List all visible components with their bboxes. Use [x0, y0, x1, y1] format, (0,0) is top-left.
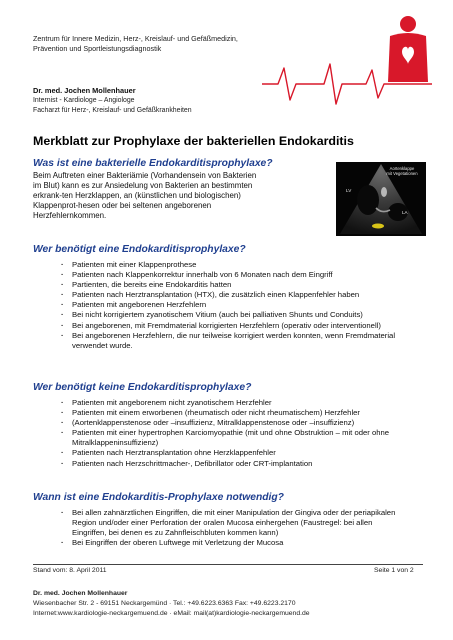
list-item: · Patienten mit einem erworbenen (rheumatisch oder nicht rheumatischem) Herzfehler: [60, 408, 400, 418]
list-item: · Bei nicht korrigiertem zyanotischem Vitium (auch bei palliativen Shunts und Conduits): [60, 310, 398, 320]
list-item: · Bei Eingriffen der oberen Luftwege mit Verletzung der Mucosa: [60, 538, 398, 548]
list-item: · Patienten nach Klappenkorrektur innerhalb von 6 Monaten nach dem Eingriff: [60, 270, 398, 280]
doctor-title-2: Facharzt für Herz-, Kreislauf- und Gefäßkrankheiten: [33, 106, 192, 114]
section-heading-who-not: Wer benötigt keine Endokarditisprophylaxe?: [33, 382, 252, 393]
paragraph-line: erkrank-ten Herzklappen, an (künstlichen und biologischen): [33, 191, 241, 200]
list-item: · Patienten mit einer hypertrophen Karciomyopathie (mit und ohne Obstruktion – mit oder ohne Mitralklappeninsuffizienz): [60, 428, 400, 448]
footer-page-number: Seite 1 von 2: [374, 567, 414, 574]
echocardiogram-image: [336, 162, 426, 236]
footer-date: Stand vom: 8. April 2011: [33, 567, 107, 574]
paragraph-line: Beim Auftreten einer Bakteriämie (Vorhandensein von Bakterien: [33, 171, 257, 180]
list-item: · Partienten, die bereits eine Endokarditis hatten: [60, 280, 398, 290]
list-when: [60, 508, 398, 548]
institution-line-1: Zentrum für Innere Medizin, Herz-, Kreislauf- und Gefäßmedizin,: [33, 34, 238, 43]
ecg-heart-logo-icon: [262, 12, 432, 110]
list-item: · Patienten nach Herztransplantation ohne Herzklappenfehler: [60, 448, 400, 458]
page-title: Merkblatt zur Prophylaxe der bakteriellen Endokarditis: [33, 134, 354, 148]
footer-contact-web: Internet:www.kardiologie-neckargemuend.de · eMail: mail(at)kardiologie-neckargemuend.de: [33, 610, 310, 617]
doctor-title-1: Internist - Kardiologe – Angiologe: [33, 97, 135, 104]
echo-label-la: LA: [402, 210, 408, 215]
list-item: · Patienten mit angeborenen Herzfehlern: [60, 300, 398, 310]
list-item: · Patienten nach Herztransplantation (HTX), die zusätzlich einen Klappenfehler haben: [60, 290, 398, 300]
list-item: · Bei allen zahnärztlichen Eingriffen, die mit einer Manipulation der Gingiva oder der periapikalen Region und/oder einer Perforation der oralen Mucosa einhergehen (Faustregel: bei allen Eingriffen, bei denen es zu Zahnfleischbluten kommen kann): [60, 508, 398, 538]
doctor-name: Dr. med. Jochen Mollenhauer: [33, 86, 136, 95]
list-item: · Patienten mit angeborenem nicht zyanotischem Herzfehler: [60, 398, 400, 408]
section-heading-who-needs: Wer benötigt eine Endokarditisprophylaxe?: [33, 244, 246, 255]
list-item: · Bei angeborenen, mit Fremdmaterial korrigierten Herzfehlern (operativ oder interventionell): [60, 321, 398, 331]
paragraph-line: Herzfehlernkommen.: [33, 211, 107, 220]
list-who-not: [60, 398, 400, 469]
institution-line-2: Prävention und Sportleistungsdiagnostik: [33, 44, 162, 53]
list-item: · Bei angeborenen Herzfehlern, die nur teilweise korrigiert werden konnten, wenn Fremdmaterial verwendet wurde.: [60, 331, 398, 351]
list-item: · Patienten nach Herzschrittmacher-, Defibrillator oder CRT-implantation: [60, 459, 400, 469]
footer-divider: [33, 564, 423, 565]
list-item: · Patienten mit einer Klappenprothese: [60, 260, 398, 270]
echo-label-top: Aortenklappe mit Vegetationen: [386, 166, 418, 176]
section-heading-when: Wann ist eine Endokarditis-Prophylaxe notwendig?: [33, 492, 284, 503]
list-who-needs: [60, 260, 398, 351]
paragraph-line: im Blut) kann es zur Ansiedelung von Bakterien an bestimmten: [33, 181, 253, 190]
echo-label-lv: LV: [346, 188, 352, 193]
list-item: · (Aortenklappenstenose oder –insuffizienz, Mitralklappenstenose oder –insuffizienz): [60, 418, 400, 428]
section-paragraph-what: [33, 171, 323, 221]
paragraph-line: Klappenprot-hesen oder bei seltenen angeborenen: [33, 201, 212, 210]
section-heading-what: Was ist eine bakterielle Endokarditisprophylaxe?: [33, 158, 273, 169]
footer-doctor-name: Dr. med. Jochen Mollenhauer: [33, 590, 128, 597]
footer-address: Wiesenbacher Str. 2 - 69151 Neckargemünd · Tel.: +49.6223.6363 Fax: +49.6223.2170: [33, 600, 296, 607]
